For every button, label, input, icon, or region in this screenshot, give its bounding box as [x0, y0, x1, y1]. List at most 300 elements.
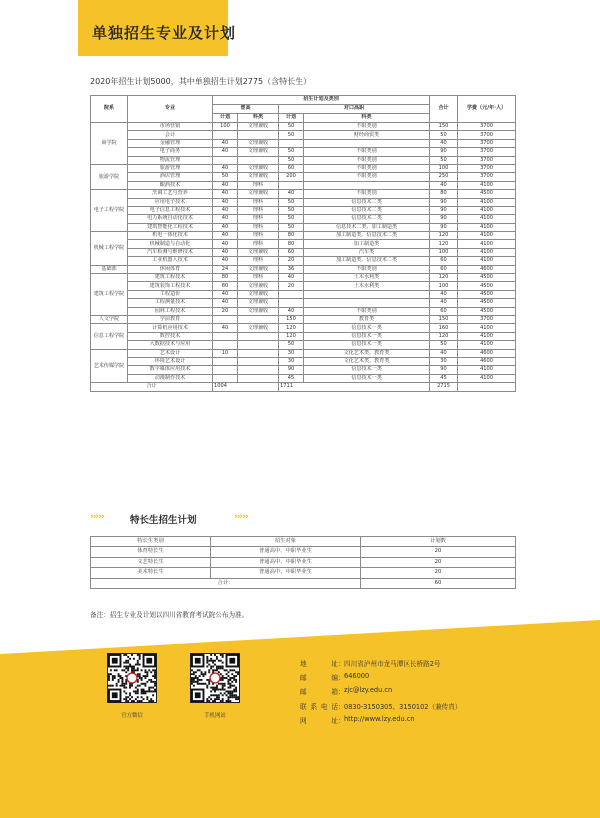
general-plan-cell: 40 [213, 232, 238, 240]
vocational-plan-cell: 30 [279, 357, 304, 365]
vocational-subject-cell: 信息技术一类 [304, 341, 430, 349]
vocational-plan-cell [279, 139, 304, 147]
table-row [91, 282, 516, 290]
vocational-plan-cell: 50 [279, 206, 304, 214]
general-plan-cell: 100 [213, 123, 238, 131]
contact-address: 四川省泸州市龙马潭区长桥路2号 [344, 660, 441, 668]
general-plan-cell: 24 [213, 265, 238, 273]
contact-info [300, 658, 540, 729]
major-cell: 会计 [128, 131, 213, 139]
total-cell: 90 [430, 366, 458, 374]
table-row [91, 164, 516, 172]
vocational-subject-cell [304, 139, 430, 147]
header-fee: 学费（元/年·人） [458, 96, 516, 123]
college-cell: 基础部 [91, 265, 128, 273]
talent-target-cell: 普通高中、中职毕业生 [211, 568, 361, 578]
general-plan-cell: 40 [213, 290, 238, 298]
vocational-plan-cell: 50 [279, 198, 304, 206]
header-total: 合计 [430, 96, 458, 123]
total-cell: 40 [430, 299, 458, 307]
vocational-subject-cell: 信息技术一类 [304, 366, 430, 374]
table-row [91, 290, 516, 298]
table-row [91, 357, 516, 365]
vocational-plan-cell: 40 [279, 190, 304, 198]
vocational-subject-cell: 不限类别 [304, 156, 430, 164]
major-cell: 建筑工程技术 [128, 274, 213, 282]
qr-code-wechat-icon [107, 653, 157, 703]
qr-label-wechat: 官方微信 [121, 713, 143, 719]
header-plan2: 计划 [279, 114, 304, 123]
major-cell: 酿酒技术 [128, 181, 213, 189]
general-plan-cell: 40 [213, 139, 238, 147]
talent-plan-table [90, 536, 516, 589]
general-subject-cell: 理科 [238, 206, 279, 214]
total-cell: 100 [430, 164, 458, 172]
vocational-subject-cell: 土木水利类 [304, 282, 430, 290]
general-subject-cell: 文理兼收 [238, 248, 279, 256]
table-row [91, 198, 516, 206]
talent-category-cell: 文艺特长生 [91, 557, 211, 567]
vocational-subject-cell: 信息技术一类 [304, 324, 430, 332]
talent-header-target: 招生对象 [211, 537, 361, 547]
general-subject-cell: 文理兼收 [238, 282, 279, 290]
general-subject-cell [238, 332, 279, 340]
general-plan-cell: 40 [213, 324, 238, 332]
fee-cell: 4100 [458, 374, 516, 382]
fee-cell: 4100 [458, 240, 516, 248]
general-plan-cell: 40 [213, 206, 238, 214]
major-cell: 大数据技术与应用 [128, 341, 213, 349]
vocational-plan-cell: 50 [279, 215, 304, 223]
vocational-plan-cell: 45 [279, 374, 304, 382]
total-cell: 50 [430, 156, 458, 164]
college-cell: 建筑工程学院 [91, 274, 128, 316]
general-plan-cell: 40 [213, 223, 238, 231]
talent-target-cell: 普通高中、中职毕业生 [211, 557, 361, 567]
fee-cell: 4500 [458, 190, 516, 198]
header-college: 院系 [91, 96, 128, 123]
total-cell: 50 [430, 341, 458, 349]
general-plan-cell [213, 156, 238, 164]
table-row [91, 173, 516, 181]
vocational-subject-cell: 教育类 [304, 315, 430, 323]
major-cell: 园林工程技术 [128, 307, 213, 315]
contact-website[interactable]: http://www.lzy.edu.cn [344, 714, 415, 723]
table-row [91, 557, 516, 567]
qr-code-mobile-site-icon [190, 653, 240, 703]
vocational-subject-cell: 加工制造类 [304, 240, 430, 248]
major-cell: 数控技术 [128, 332, 213, 340]
total-cell: 90 [430, 206, 458, 214]
table-row [91, 123, 516, 131]
vocational-plan-cell: 50 [279, 341, 304, 349]
general-subject-cell: 理科 [238, 274, 279, 282]
vocational-subject-cell: 信息技术二类 [304, 215, 430, 223]
contact-label: 网址 [300, 716, 338, 725]
title-bar [78, 0, 237, 56]
vocational-plan-cell: 120 [279, 332, 304, 340]
fee-cell: 4100 [458, 223, 516, 231]
table-row [91, 240, 516, 248]
total-cell: 30 [430, 357, 458, 365]
header-subject2: 科类 [304, 114, 430, 123]
table-row [91, 324, 516, 332]
total-cell: 120 [430, 274, 458, 282]
general-subject-cell: 理科 [238, 240, 279, 248]
general-subject-cell: 文理兼收 [238, 265, 279, 273]
contact-row: 邮编 ： 646000 [300, 672, 370, 683]
chevron-right-icon: ››››› [90, 512, 104, 522]
total-cell: 90 [430, 215, 458, 223]
fee-cell: 4100 [458, 341, 516, 349]
major-plan-table [90, 95, 516, 392]
fee-cell: 4100 [458, 215, 516, 223]
contact-email[interactable]: zjc@lzy.edu.cn [344, 686, 393, 695]
table-row [91, 257, 516, 265]
contact-label: 地址 [300, 660, 338, 668]
general-plan-cell: 80 [213, 282, 238, 290]
vocational-plan-cell: 120 [279, 324, 304, 332]
vocational-plan-cell: 50 [279, 123, 304, 131]
qr-label-mobile: 手机网站 [204, 713, 226, 719]
total-cell: 50 [430, 131, 458, 139]
total-cell: 120 [430, 240, 458, 248]
major-cell: 应用电子技术 [128, 198, 213, 206]
general-plan-cell: 40 [213, 299, 238, 307]
vocational-subject-cell: 信息技术二类 [304, 198, 430, 206]
contact-row: 联系电话 ： 0830-3150305、3150102（兼传真） [300, 702, 462, 711]
total-cell: 90 [430, 223, 458, 231]
total-fee-empty [458, 383, 516, 391]
general-subject-cell: 文理兼收 [238, 139, 279, 147]
general-subject-cell: 文理兼收 [238, 190, 279, 198]
talent-category-cell: 体育特长生 [91, 547, 211, 557]
header-plan: 计划 [213, 114, 238, 123]
general-plan-cell [213, 366, 238, 374]
general-plan-cell: 40 [213, 181, 238, 189]
vocational-plan-cell: 80 [279, 232, 304, 240]
talent-count-cell: 20 [361, 557, 516, 567]
major-cell: 金融管理 [128, 139, 213, 147]
vocational-plan-cell: 36 [279, 265, 304, 273]
vocational-plan-cell: 60 [279, 164, 304, 172]
major-cell: 建筑智能化工程技术 [128, 223, 213, 231]
total-cell: 150 [430, 315, 458, 323]
major-cell: 电子商务 [128, 148, 213, 156]
general-plan-cell [213, 332, 238, 340]
fee-cell: 3700 [458, 164, 516, 172]
total-cell: 60 [430, 265, 458, 273]
total-cell: 120 [430, 232, 458, 240]
total-cell: 160 [430, 324, 458, 332]
vocational-subject-cell: 信息技术一类 [304, 374, 430, 382]
table-row [91, 374, 516, 382]
vocational-plan-cell: 60 [279, 248, 304, 256]
vocational-plan-cell: 50 [279, 156, 304, 164]
total-cell: 40 [430, 139, 458, 147]
table-row [91, 156, 516, 164]
general-subject-cell: 理科 [238, 223, 279, 231]
header-general: 普高 [213, 105, 279, 114]
total-label: 合计 [91, 383, 213, 391]
total-cell: 80 [430, 190, 458, 198]
contact-row: 地址 ： 四川省泸州市龙马潭区长桥路2号 [300, 660, 441, 668]
major-cell: 工程造价 [128, 290, 213, 298]
table-row [91, 332, 516, 340]
general-plan-cell: 40 [213, 198, 238, 206]
contact-phone: 0830-3150305、3150102（兼传真） [344, 702, 462, 711]
general-subject-cell: 文理兼收 [238, 148, 279, 156]
table-row [91, 248, 516, 256]
vocational-plan-cell: 40 [279, 274, 304, 282]
header-major: 专业 [128, 96, 213, 123]
talent-count-cell: 20 [361, 568, 516, 578]
fee-cell: 4600 [458, 265, 516, 273]
vocational-subject-cell: 信息技术二类 [304, 206, 430, 214]
total-cell: 40 [430, 181, 458, 189]
talent-section-header [90, 508, 290, 526]
general-plan-cell: 40 [213, 148, 238, 156]
major-cell: 机械制造与自动化 [128, 240, 213, 248]
fee-cell: 4100 [458, 332, 516, 340]
fee-cell: 4100 [458, 198, 516, 206]
general-subject-cell: 理科 [238, 215, 279, 223]
college-cell: 商学院 [91, 123, 128, 165]
total-cell: 60 [430, 257, 458, 265]
header-vocational: 对口高职 [279, 105, 430, 114]
fee-cell: 4100 [458, 324, 516, 332]
contact-label: 邮编 [300, 674, 338, 683]
general-plan-cell: 40 [213, 164, 238, 172]
vocational-plan-cell: 50 [279, 223, 304, 231]
table-row [91, 181, 516, 189]
chevron-right-icon: ››››› [234, 512, 248, 522]
enrollment-intro: 2020年招生计划5000，其中单独招生计划2775（含特长生） [90, 77, 312, 86]
general-subject-cell [238, 315, 279, 323]
talent-total-value: 60 [361, 578, 516, 588]
major-cell: 建筑装饰工程技术 [128, 282, 213, 290]
major-cell: 烹调工艺与营养 [128, 190, 213, 198]
fee-cell: 4500 [458, 307, 516, 315]
table-row [91, 568, 516, 578]
fee-cell: 3700 [458, 123, 516, 131]
major-cell: 旅游管理 [128, 164, 213, 172]
general-plan-cell [213, 374, 238, 382]
talent-total-label: 合计： [91, 578, 361, 588]
vocational-subject-cell: 不限类别 [304, 164, 430, 172]
general-subject-cell [238, 357, 279, 365]
table-row [91, 366, 516, 374]
vocational-plan-cell: 40 [279, 307, 304, 315]
general-subject-cell [238, 349, 279, 357]
general-subject-cell: 文理兼收 [238, 290, 279, 298]
general-plan-cell [213, 131, 238, 139]
total-general-plan: 1004 [213, 383, 279, 391]
vocational-subject-cell: 不限类别 [304, 123, 430, 131]
general-subject-cell: 理科 [238, 181, 279, 189]
table-total-row [91, 383, 516, 391]
vocational-subject-cell: 信息技术二类、加工制造类 [304, 223, 430, 231]
table-row [91, 223, 516, 231]
vocational-subject-cell: 不限类别 [304, 148, 430, 156]
vocational-plan-cell: 150 [279, 315, 304, 323]
fee-cell: 4100 [458, 232, 516, 240]
fee-cell: 3700 [458, 139, 516, 147]
header-subject: 科类 [238, 114, 279, 123]
general-subject-cell: 文理兼收 [238, 164, 279, 172]
vocational-subject-cell: 不限类别 [304, 173, 430, 181]
talent-title: 特长生招生计划 [130, 515, 197, 526]
vocational-plan-cell: 50 [279, 131, 304, 139]
page-title: 单独招生专业及计划 [92, 24, 237, 42]
table-row [91, 274, 516, 282]
table-row [91, 131, 516, 139]
vocational-plan-cell: 20 [279, 257, 304, 265]
table-row [91, 139, 516, 147]
general-subject-cell: 文理兼收 [238, 123, 279, 131]
vocational-subject-cell: 加工制造类、信息技术二类 [304, 232, 430, 240]
general-subject-cell: 理科 [238, 198, 279, 206]
table-row [91, 349, 516, 357]
table-row [91, 307, 516, 315]
header-plan-group: 招生计划及类别 [213, 96, 430, 105]
general-plan-cell: 80 [213, 274, 238, 282]
total-cell: 150 [430, 123, 458, 131]
vocational-subject-cell: 汽车类 [304, 248, 430, 256]
general-subject-cell [238, 374, 279, 382]
general-plan-cell: 40 [213, 257, 238, 265]
general-plan-cell: 40 [213, 215, 238, 223]
vocational-subject-cell: 加工制造类、信息技术二类 [304, 257, 430, 265]
general-subject-cell: 理科 [238, 232, 279, 240]
vocational-subject-cell [304, 290, 430, 298]
vocational-subject-cell: 文化艺术类、教育类 [304, 349, 430, 357]
major-cell: 电子信息工程技术 [128, 206, 213, 214]
general-subject-cell: 理科 [238, 257, 279, 265]
major-cell: 学前教育 [128, 315, 213, 323]
fee-cell: 3700 [458, 148, 516, 156]
major-cell: 汽车检测与维修技术 [128, 248, 213, 256]
fee-cell: 3700 [458, 131, 516, 139]
talent-count-cell: 20 [361, 547, 516, 557]
vocational-subject-cell: 财经商贸类 [304, 131, 430, 139]
vocational-subject-cell: 信息技术一类 [304, 332, 430, 340]
general-plan-cell: 10 [213, 349, 238, 357]
vocational-plan-cell: 30 [279, 349, 304, 357]
college-cell: 信息工程学院 [91, 324, 128, 349]
total-cell: 120 [430, 332, 458, 340]
major-cell: 休闲体育 [128, 265, 213, 273]
contact-row: 邮箱 ： zjc@lzy.edu.cn [300, 686, 393, 697]
vocational-plan-cell [279, 290, 304, 298]
table-row [91, 215, 516, 223]
major-cell: 艺术设计 [128, 349, 213, 357]
contact-label: 邮箱 [300, 688, 338, 697]
vocational-subject-cell: 不限类别 [304, 265, 430, 273]
general-plan-cell: 50 [213, 173, 238, 181]
total-cell: 90 [430, 198, 458, 206]
talent-header-category: 特长生类别 [91, 537, 211, 547]
major-cell: 环境艺术设计 [128, 357, 213, 365]
vocational-plan-cell [279, 299, 304, 307]
vocational-plan-cell: 200 [279, 173, 304, 181]
vocational-subject-cell: 土木水利类 [304, 274, 430, 282]
table-row [91, 190, 516, 198]
talent-header-count: 计划数 [361, 537, 516, 547]
talent-target-cell: 普通高中、中职毕业生 [211, 547, 361, 557]
fee-cell: 4100 [458, 248, 516, 256]
table-row [91, 547, 516, 557]
major-cell: 电力系统自动化技术 [128, 215, 213, 223]
total-vocational-plan: 1711 [279, 383, 430, 391]
contact-label: 联系电话 [300, 702, 338, 711]
general-subject-cell [238, 156, 279, 164]
vocational-plan-cell: 50 [279, 148, 304, 156]
fee-cell: 4100 [458, 366, 516, 374]
college-cell: 电子工程学院 [91, 190, 128, 232]
total-cell: 90 [430, 148, 458, 156]
fee-cell: 4500 [458, 290, 516, 298]
vocational-subject-cell [304, 181, 430, 189]
note-text: 备注：招生专业及计划以四川省教育考试院公布为准。 [90, 611, 249, 619]
total-sum: 2715 [430, 383, 458, 391]
major-cell: 动漫制作技术 [128, 374, 213, 382]
general-plan-cell [213, 357, 238, 365]
total-cell: 100 [430, 282, 458, 290]
fee-cell: 4500 [458, 299, 516, 307]
contact-row: 网址 ： http://www.lzy.edu.cn [300, 714, 415, 725]
vocational-subject-cell: 不限类别 [304, 190, 430, 198]
major-cell: 工业机器人技术 [128, 257, 213, 265]
general-subject-cell: 文理兼收 [238, 307, 279, 315]
table-row [91, 148, 516, 156]
contact-postcode: 646000 [344, 672, 370, 681]
general-subject-cell [238, 341, 279, 349]
table-row [91, 315, 516, 323]
general-subject-cell: 文理兼收 [238, 173, 279, 181]
major-cell: 计算机应用技术 [128, 324, 213, 332]
major-cell: 市场营销 [128, 123, 213, 131]
total-cell: 100 [430, 248, 458, 256]
table-row [91, 341, 516, 349]
general-plan-cell: 40 [213, 248, 238, 256]
major-cell: 数字媒体应用技术 [128, 366, 213, 374]
general-plan-cell: 40 [213, 240, 238, 248]
total-cell: 60 [430, 307, 458, 315]
fee-cell: 3700 [458, 156, 516, 164]
college-cell: 人文学院 [91, 315, 128, 323]
vocational-plan-cell: 80 [279, 240, 304, 248]
general-plan-cell: 20 [213, 307, 238, 315]
vocational-subject-cell: 文化艺术类、教育类 [304, 357, 430, 365]
college-cell: 艺术传媒学院 [91, 349, 128, 383]
total-cell: 45 [430, 374, 458, 382]
total-cell: 250 [430, 173, 458, 181]
fee-cell: 4100 [458, 181, 516, 189]
fee-cell: 4600 [458, 357, 516, 365]
major-cell: 机电一体化技术 [128, 232, 213, 240]
general-subject-cell [238, 366, 279, 374]
general-plan-cell [213, 341, 238, 349]
fee-cell: 4500 [458, 274, 516, 282]
major-cell: 工程测量技术 [128, 299, 213, 307]
college-cell: 机械工程学院 [91, 232, 128, 266]
talent-category-cell: 美术特长生 [91, 568, 211, 578]
general-subject-cell: 文理兼收 [238, 299, 279, 307]
talent-total-row [91, 578, 516, 588]
vocational-plan-cell: 20 [279, 282, 304, 290]
general-subject-cell: 文理兼收 [238, 324, 279, 332]
